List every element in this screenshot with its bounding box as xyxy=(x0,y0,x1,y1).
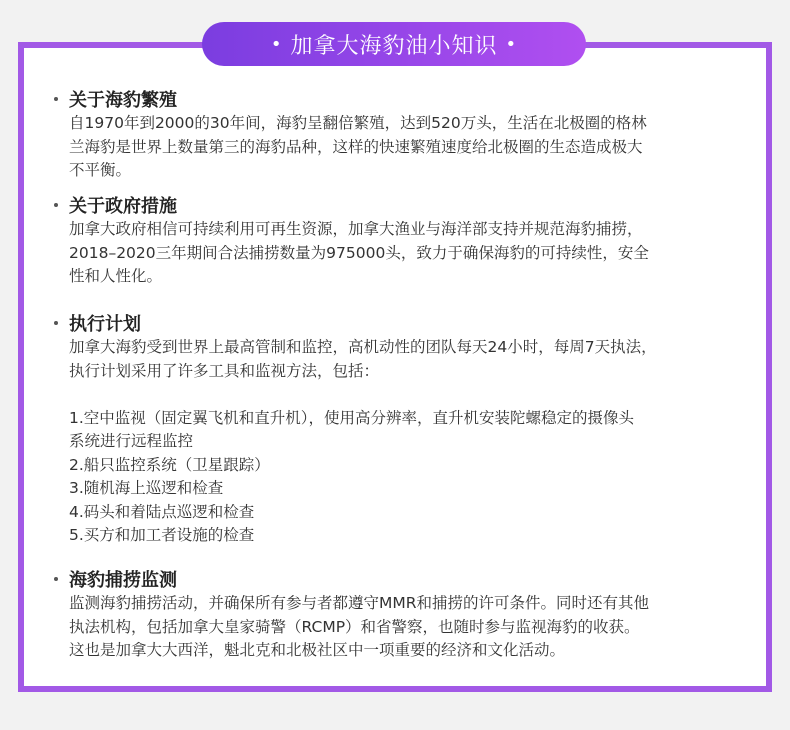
bullet-icon xyxy=(54,97,58,101)
section-body: 加拿大政府相信可持续利用可再生资源，加拿大渔业与海洋部支持并规范海豹捕捞， 2018–2020三年期间合法捕捞数量为975000头，致力于确保海豹的可持续性，安全 性和人性化。 xyxy=(69,220,649,285)
section-body: 自1970年到2000的30年间，海豹呈翻倍繁殖，达到520万头，生活在北极圈的格林 兰海豹是世界上数量第三的海豹品种，这样的快速繁殖速度给北极圈的生态造成极大 不平衡。 xyxy=(69,114,647,179)
section-breeding xyxy=(50,86,740,183)
section-government xyxy=(50,192,740,289)
bullet-icon xyxy=(54,577,58,581)
section-enforcement xyxy=(50,310,740,548)
title-dot-right-icon: • xyxy=(505,33,518,55)
section-heading xyxy=(50,566,740,592)
section-monitoring xyxy=(50,566,740,663)
section-heading-text: 关于海豹繁殖 xyxy=(69,90,177,111)
page-title: 加拿大海豹油小知识 xyxy=(290,33,498,59)
section-body: 监测海豹捕捞活动，并确保所有参与者都遵守MMR和捕捞的许可条件。同时还有其他 执法机构，包括加拿大皇家骑警（RCMP）和省警察，也随时参与监视海豹的收获。 这也是加拿大大西洋，魁北克和北极社区中一项重要的经济和文化活动。 xyxy=(69,594,650,659)
section-heading-text: 关于政府措施 xyxy=(69,196,177,217)
section-heading-text: 海豹捕捞监测 xyxy=(69,570,177,591)
bullet-icon xyxy=(54,321,58,325)
section-heading-text: 执行计划 xyxy=(69,314,141,335)
title-banner xyxy=(202,22,586,66)
section-heading xyxy=(50,86,740,112)
section-body: 加拿大海豹受到世界上最高管制和监控，高机动性的团队每天24小时，每周7天执法， 执行计划采用了许多工具和监视方法，包括： 1.空中监视（固定翼飞机和直升机），使用高分辨率，直升机安装陀螺稳定的摄像头 系统进行远程监控 2.船只监控系统（卫星跟踪） 3.随机海上巡逻和检查 4.码头和着陆点巡逻和检查 5.买方和加工者设施的检查 xyxy=(69,338,657,544)
section-heading xyxy=(50,192,740,218)
bullet-icon xyxy=(54,203,58,207)
section-heading xyxy=(50,310,740,336)
title-dot-left-icon: • xyxy=(270,33,283,55)
